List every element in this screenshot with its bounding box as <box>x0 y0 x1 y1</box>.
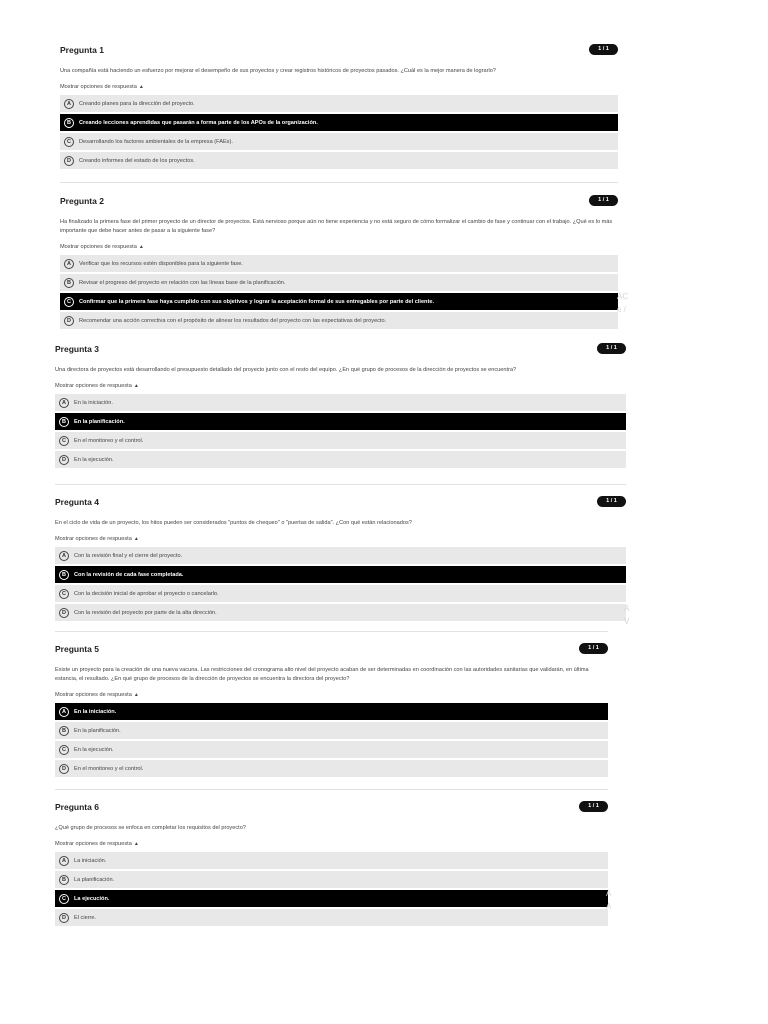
ghost-text: V <box>624 617 630 626</box>
option-text: En la ejecución. <box>74 456 114 463</box>
answer-option-b[interactable] <box>60 274 618 291</box>
question-title: Pregunta 6 <box>55 802 99 812</box>
option-letter-d: D <box>59 764 69 774</box>
show-options-toggle[interactable] <box>55 840 608 849</box>
answer-option-a[interactable] <box>60 95 618 112</box>
answer-options <box>55 394 626 468</box>
show-options-toggle[interactable] <box>55 535 626 544</box>
ghost-text: AC <box>617 292 629 301</box>
question-text: Existe un proyecto para la creación de una nueva vacuna. Las restricciones del cronograma alto nivel del proyecto acaban de ser determinadas en coordinación con las autoridades sanitarias que validarán, en última estancia, el resultado. ¿En qué grupo de procesos de la dirección de proyectos se encuentra la directora del proyecto? <box>55 667 589 682</box>
show-options-label: Mostrar opciones de respuesta <box>55 692 132 698</box>
option-text: En la iniciación. <box>74 399 113 406</box>
answer-options <box>55 852 608 926</box>
option-letter-a: A <box>64 259 74 269</box>
caret-up-icon: ▲ <box>133 536 139 542</box>
show-options-label: Mostrar opciones de respuesta <box>60 84 137 90</box>
option-text: Desarrollando los factores ambientales de la empresa (FAEs). <box>79 138 233 145</box>
question-header <box>60 195 618 209</box>
question-text: En el ciclo de vida de un proyecto, los hitos pueden ser considerados "puntos de chequeo" o "puertas de salida". ¿Con qué están relacionados? <box>55 520 412 526</box>
ghost-text: A <box>606 889 612 898</box>
score-badge: 1 / 1 <box>589 195 618 206</box>
question-header <box>55 801 608 815</box>
answer-option-d[interactable] <box>60 312 618 329</box>
caret-up-icon: ▲ <box>133 383 139 389</box>
answer-option-c[interactable] <box>60 293 618 310</box>
question-text: Una directora de proyectos está desarrollando el presupuesto detallado del proyecto junto con el resto del equipo. ¿En qué grupo de procesos de la dirección de proyectos se encuentra? <box>55 367 517 373</box>
option-text: Confirmar que la primera fase haya cumplido con sus objetivos y lograr la aceptación formal de sus entregables por parte del cliente. <box>79 298 434 305</box>
option-letter-b: B <box>64 118 74 128</box>
option-letter-a: A <box>59 856 69 866</box>
question-header <box>55 496 626 510</box>
option-text: Con la revisión del proyecto por parte de la alta dirección. <box>74 609 217 616</box>
option-text: La planificación. <box>74 876 115 883</box>
caret-up-icon: ▲ <box>133 692 139 698</box>
divider <box>55 631 608 632</box>
answer-option-a[interactable] <box>55 547 626 564</box>
question-title: Pregunta 4 <box>55 497 99 507</box>
show-options-toggle[interactable] <box>60 243 618 252</box>
option-letter-a: A <box>59 398 69 408</box>
answer-option-a[interactable] <box>55 394 626 411</box>
answer-options <box>55 703 608 777</box>
option-letter-a: A <box>59 707 69 717</box>
answer-option-d[interactable] <box>55 604 626 621</box>
option-text: Con la revisión final y el cierre del proyecto. <box>74 552 183 559</box>
answer-options <box>60 95 618 169</box>
option-text: En la ejecución. <box>74 746 114 753</box>
answer-option-d[interactable] <box>60 152 618 169</box>
option-text: El cierre. <box>74 914 97 921</box>
option-letter-c: C <box>59 436 69 446</box>
show-options-toggle[interactable] <box>55 691 608 700</box>
show-options-toggle[interactable] <box>60 83 618 92</box>
score-badge: 1 / 1 <box>579 801 608 812</box>
answer-option-c[interactable] <box>55 741 608 758</box>
answer-option-a[interactable] <box>55 703 608 720</box>
option-text: Verificar que los recursos estén disponibles para la siguiente fase. <box>79 260 243 267</box>
option-text: Creando planes para la dirección del proyecto. <box>79 100 195 107</box>
answer-option-d[interactable] <box>55 760 608 777</box>
option-letter-d: D <box>64 316 74 326</box>
score-badge: 1 / 1 <box>579 643 608 654</box>
option-text: Recomendar una acción correctiva con el propósito de alinear los resultados del proyecto con las expectativas del proyecto. <box>79 317 387 324</box>
score-badge: 1 / 1 <box>589 44 618 55</box>
option-text: Revisar el progreso del proyecto en relación con las líneas base de la planificación. <box>79 279 286 286</box>
option-letter-b: B <box>59 570 69 580</box>
answer-option-b[interactable] <box>55 871 608 888</box>
show-options-label: Mostrar opciones de respuesta <box>60 244 137 250</box>
answer-option-c[interactable] <box>60 133 618 150</box>
ghost-text: A <box>624 604 630 613</box>
question-5 <box>55 643 608 779</box>
option-letter-b: B <box>64 278 74 288</box>
question-title: Pregunta 3 <box>55 344 99 354</box>
answer-option-c[interactable] <box>55 432 626 449</box>
option-text: Creando lecciones aprendidas que pasarán a forma parte de los APOs de la organización. <box>79 119 318 126</box>
show-options-toggle[interactable] <box>55 382 626 391</box>
option-text: Creando informes del estado de los proyectos. <box>79 157 195 164</box>
question-header <box>55 643 608 657</box>
option-text: La iniciación. <box>74 857 107 864</box>
question-6 <box>55 801 608 928</box>
answer-option-a[interactable] <box>55 852 608 869</box>
answer-option-b[interactable] <box>55 413 626 430</box>
option-letter-b: B <box>59 726 69 736</box>
question-header <box>60 44 618 58</box>
option-letter-d: D <box>59 455 69 465</box>
ghost-text: e / <box>617 305 626 314</box>
option-text: Con la revisión de cada fase completada. <box>74 571 184 578</box>
answer-option-c[interactable] <box>55 890 608 907</box>
option-text: En la planificación. <box>74 418 125 425</box>
option-letter-d: D <box>59 608 69 618</box>
option-letter-b: B <box>59 417 69 427</box>
answer-options <box>55 547 626 621</box>
question-text: Ha finalizado la primera fase del primer proyecto de un director de proyectos. Está nervioso porque aún no tiene experiencia y no está seguro de cómo formalizar el cambio de fase y continuar con el trabajo. ¿Qué es lo más importante que debe hacer antes de pasar a la siguiente fase? <box>60 219 613 234</box>
option-letter-c: C <box>59 745 69 755</box>
answer-option-d[interactable] <box>55 451 626 468</box>
option-text: En el monitoreo y el control. <box>74 437 144 444</box>
option-text: En la planificación. <box>74 727 121 734</box>
answer-option-b[interactable] <box>55 566 626 583</box>
question-3 <box>55 343 626 470</box>
option-letter-c: C <box>64 137 74 147</box>
show-options-label: Mostrar opciones de respuesta <box>55 536 132 542</box>
question-title: Pregunta 2 <box>60 196 104 206</box>
option-letter-d: D <box>64 156 74 166</box>
divider <box>55 789 608 790</box>
answer-option-b[interactable] <box>55 722 608 739</box>
answer-options <box>60 255 618 329</box>
option-letter-a: A <box>59 551 69 561</box>
option-letter-c: C <box>59 894 69 904</box>
answer-option-a[interactable] <box>60 255 618 272</box>
score-badge: 1 / 1 <box>597 496 626 507</box>
caret-up-icon: ▲ <box>133 841 139 847</box>
question-text: ¿Qué grupo de procesos se enfoca en completar los requisitos del proyecto? <box>55 825 246 831</box>
answer-option-c[interactable] <box>55 585 626 602</box>
question-text: Una compañía está haciendo un esfuerzo por mejorar el desempeño de sus proyectos y crear registros históricos de proyectos pasados. ¿Cuál es la mejor manera de lograrlo? <box>60 68 496 74</box>
question-4 <box>55 496 626 623</box>
option-letter-b: B <box>59 875 69 885</box>
question-title: Pregunta 1 <box>60 45 104 55</box>
ghost-text: A <box>606 902 612 911</box>
show-options-label: Mostrar opciones de respuesta <box>55 841 132 847</box>
caret-up-icon: ▲ <box>138 84 144 90</box>
option-letter-c: C <box>59 589 69 599</box>
answer-option-d[interactable] <box>55 909 608 926</box>
question-header <box>55 343 626 357</box>
option-letter-a: A <box>64 99 74 109</box>
option-letter-d: D <box>59 913 69 923</box>
divider <box>60 182 618 183</box>
score-badge: 1 / 1 <box>597 343 626 354</box>
option-text: En el monitoreo y el control. <box>74 765 144 772</box>
question-1 <box>60 44 618 171</box>
answer-option-b[interactable] <box>60 114 618 131</box>
option-letter-c: C <box>64 297 74 307</box>
question-title: Pregunta 5 <box>55 644 99 654</box>
show-options-label: Mostrar opciones de respuesta <box>55 383 132 389</box>
question-2 <box>60 195 618 331</box>
option-text: La ejecución. <box>74 895 110 902</box>
divider <box>55 484 626 485</box>
caret-up-icon: ▲ <box>138 244 144 250</box>
option-text: En la iniciación. <box>74 708 117 715</box>
option-text: Con la decisión inicial de aprobar el proyecto o cancelarlo. <box>74 590 219 597</box>
